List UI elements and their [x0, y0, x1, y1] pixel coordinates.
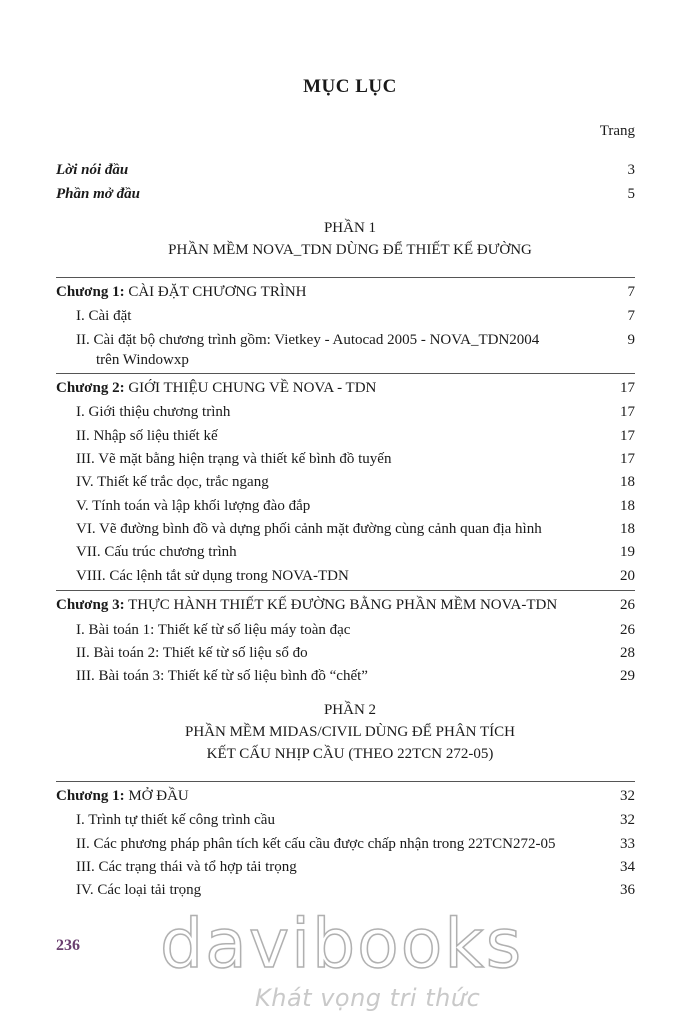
toc-item-page: 34	[620, 859, 635, 875]
toc-item-continuation	[0, 350, 700, 370]
toc-item-page: 32	[620, 812, 635, 828]
toc-entry-page: 3	[627, 162, 635, 178]
toc-item	[0, 620, 700, 640]
part2-subtitle-line2: KẾT CẤU NHỊP CẦU (THEO 22TCN 272-05)	[206, 746, 494, 762]
toc-item-text: I. Giới thiệu chương trình	[76, 404, 231, 420]
chapter-title: CÀI ĐẶT CHƯƠNG TRÌNH	[128, 284, 307, 300]
toc-item	[0, 643, 700, 663]
toc-item-page: 17	[620, 428, 635, 444]
part1-heading: PHẦN 1	[323, 220, 377, 236]
chapter-row	[0, 786, 700, 806]
toc-item-page: 26	[620, 622, 635, 638]
part1-subtitle: PHẦN MỀM NOVA_TDN DÙNG ĐỂ THIẾT KẾ ĐƯỜNG	[168, 242, 532, 258]
toc-item-text: III. Các trạng thái và tổ hợp tải trọng	[76, 859, 297, 875]
toc-item	[0, 330, 700, 350]
toc-item-page: 18	[620, 498, 635, 514]
toc-item-text: III. Bài toán 3: Thiết kế từ số liệu bình đồ “chết”	[76, 668, 368, 684]
chapter-title: GIỚI THIỆU CHUNG VỀ NOVA - TDN	[128, 380, 377, 396]
toc-item	[0, 880, 700, 900]
toc-item-text: I. Trình tự thiết kế công trình cầu	[76, 812, 275, 828]
toc-item	[0, 306, 700, 326]
chapter-page: 32	[620, 788, 635, 804]
chapter-row	[0, 282, 700, 302]
toc-item-page: 7	[627, 308, 635, 324]
chapter-row	[0, 595, 700, 615]
toc-item	[0, 496, 700, 516]
toc-item	[0, 834, 700, 854]
toc-item-page: 9	[627, 332, 635, 348]
toc-item-text-cont: trên Windowxp	[96, 352, 189, 368]
toc-item	[0, 426, 700, 446]
chapter-page: 7	[627, 284, 635, 300]
toc-item	[0, 666, 700, 686]
toc-item-page: 28	[620, 645, 635, 661]
chapter-label: Chương 2:	[56, 380, 125, 396]
chapter-label: Chương 1:	[56, 284, 125, 300]
chapter-page: 17	[620, 380, 635, 396]
page-column-header: Trang	[599, 123, 635, 139]
toc-item-page: 18	[620, 521, 635, 537]
toc-item-text: VIII. Các lệnh tắt sử dụng trong NOVA-TDN	[76, 568, 349, 584]
toc-item-text: III. Vẽ mặt bằng hiện trạng và thiết kế bình đồ tuyến	[76, 451, 392, 467]
toc-item-page: 18	[620, 474, 635, 490]
toc-item-page: 20	[620, 568, 635, 584]
part2-heading: PHẦN 2	[323, 702, 377, 718]
chapter-row	[0, 378, 700, 398]
toc-item-text: II. Cài đặt bộ chương trình gồm: Vietkey - Autocad 2005 - NOVA_TDN2004	[76, 332, 540, 348]
watermark-brand: davibooks	[160, 905, 524, 984]
toc-item-text: VI. Vẽ đường bình đồ và dựng phối cảnh mặt đường cùng cảnh quan địa hình	[76, 521, 542, 537]
divider	[56, 277, 635, 278]
page-title: MỤC LỤC	[303, 76, 397, 97]
chapter-label: Chương 3:	[56, 597, 125, 613]
part2-subtitle-line1: PHẦN MỀM MIDAS/CIVIL DÙNG ĐỂ PHÂN TÍCH	[184, 724, 515, 740]
toc-item-text: II. Bài toán 2: Thiết kế từ số liệu sổ đo	[76, 645, 308, 661]
toc-item-page: 29	[620, 668, 635, 684]
toc-item-text: V. Tính toán và lập khối lượng đào đắp	[76, 498, 311, 514]
toc-item-text: II. Nhập số liệu thiết kế	[76, 428, 218, 444]
chapter-title: MỞ ĐẦU	[128, 788, 189, 804]
toc-item-text: IV. Thiết kế trắc dọc, trắc ngang	[76, 474, 269, 490]
divider	[56, 590, 635, 591]
toc-item-text: II. Các phương pháp phân tích kết cấu cầu được chấp nhận trong 22TCN272-05	[76, 836, 556, 852]
toc-item	[0, 519, 700, 539]
toc-item-text: I. Cài đặt	[76, 308, 132, 324]
toc-item-page: 33	[620, 836, 635, 852]
toc-item-text: I. Bài toán 1: Thiết kế từ số liệu máy toàn đạc	[76, 622, 351, 638]
toc-entry-introduction	[0, 184, 700, 204]
divider	[56, 781, 635, 782]
toc-item	[0, 566, 700, 586]
divider	[56, 373, 635, 374]
toc-item-page: 17	[620, 404, 635, 420]
toc-entry-preface	[0, 160, 700, 180]
toc-item-page: 19	[620, 544, 635, 560]
toc-entry-page: 5	[627, 186, 635, 202]
toc-item	[0, 449, 700, 469]
toc-item-page: 17	[620, 451, 635, 467]
toc-item-text: VII. Cấu trúc chương trình	[76, 544, 237, 560]
toc-item	[0, 810, 700, 830]
toc-item-text: IV. Các loại tải trọng	[76, 882, 202, 898]
toc-item	[0, 472, 700, 492]
toc-item-page: 36	[620, 882, 635, 898]
page-number: 236	[56, 937, 80, 954]
chapter-page: 26	[620, 597, 635, 613]
toc-item	[0, 542, 700, 562]
toc-entry-text: Lời nói đầu	[56, 162, 129, 178]
toc-item	[0, 402, 700, 422]
chapter-title: THỰC HÀNH THIẾT KẾ ĐƯỜNG BẰNG PHẦN MỀM NOVA-TDN	[128, 597, 558, 613]
toc-item	[0, 857, 700, 877]
chapter-label: Chương 1:	[56, 788, 125, 804]
toc-entry-text: Phần mở đầu	[56, 186, 140, 202]
watermark-slogan: Khát vọng tri thức	[255, 984, 481, 1012]
